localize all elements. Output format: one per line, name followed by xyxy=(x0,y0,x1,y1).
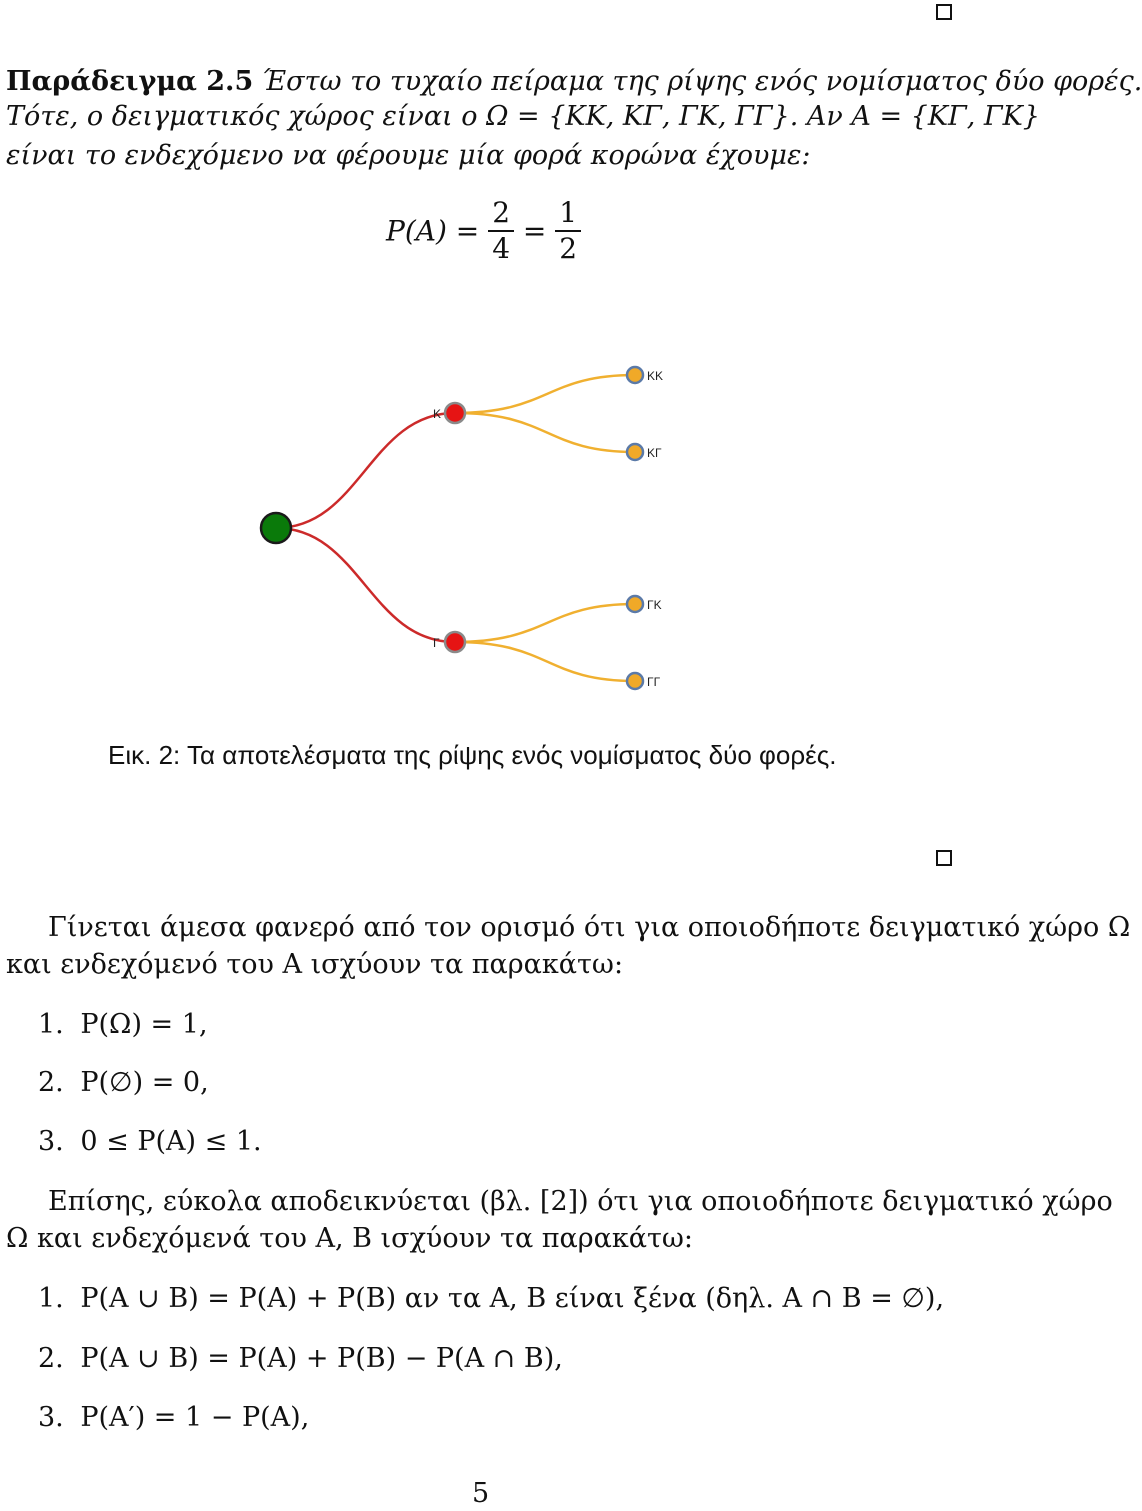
example-line-1-text: Έστω το τυχαίο πείραμα της ρίψης ενός νομίσματος δύο φορές. xyxy=(253,66,1142,97)
fraction-1-2 xyxy=(555,196,581,266)
list-2-item-3 xyxy=(38,1398,309,1438)
figure-caption: Εικ. 2: Τα αποτελέσματα της ρίψης ενός νομίσματος δύο φορές. xyxy=(108,740,837,770)
label-g: Γ xyxy=(433,636,440,650)
probability-formula xyxy=(386,196,581,266)
label-k: Κ xyxy=(433,407,442,421)
list-2-item-1 xyxy=(38,1279,944,1319)
fraction-2-4 xyxy=(488,196,514,266)
root-node xyxy=(261,513,291,543)
leaf-gg xyxy=(627,673,643,689)
fraction-numerator: 2 xyxy=(492,196,511,229)
label-gg: ΓΓ xyxy=(647,675,661,689)
qed-box-top xyxy=(936,4,952,20)
paragraph-1-line-2: και ενδεχόμενό του A ισχύουν τα παρακάτω: xyxy=(6,949,624,980)
list-item-formula: P(A ∪ B) = P(A) + P(B) − P(A ∩ B), xyxy=(80,1343,563,1374)
qed-box-middle xyxy=(936,850,952,866)
branch-k-kk xyxy=(455,375,635,413)
paragraph-1-line-1: Γίνεται άμεσα φανερό από τον ορισμό ότι για οποιοδήποτε δειγματικό χώρο Ω xyxy=(48,912,1131,943)
fraction-denominator: 4 xyxy=(492,232,511,265)
label-kg: ΚΓ xyxy=(647,446,662,460)
list-item-number: 2. xyxy=(38,1067,64,1098)
list-1-item-1 xyxy=(38,1005,208,1045)
list-item-number: 1. xyxy=(38,1283,64,1314)
formula-lhs: P(A) = xyxy=(386,214,480,248)
leaf-kg xyxy=(627,444,643,460)
example-heading: Παράδειγμα 2.5 xyxy=(6,66,254,97)
branch-root-k xyxy=(276,413,455,528)
list-item-formula: P(∅) = 0, xyxy=(80,1067,209,1098)
branch-root-g xyxy=(276,528,455,642)
branch-g-gk xyxy=(455,604,635,642)
list-item-formula: P(A′) = 1 − P(A), xyxy=(80,1402,310,1433)
example-line-2: Τότε, ο δειγματικός χώρος είναι ο Ω = {ΚΚ, ΚΓ, ΓΚ, ΓΓ}. Αν A = {ΚΓ, ΓΚ} xyxy=(6,101,1040,132)
node-g xyxy=(445,632,465,652)
branch-g-gg xyxy=(455,642,635,681)
paragraph-2-line-1: Επίσης, εύκολα αποδεικνύεται (βλ. [2]) ότι για οποιοδήποτε δειγματικό χώρο xyxy=(48,1186,1113,1217)
list-item-number: 2. xyxy=(38,1343,64,1374)
list-1-item-2 xyxy=(38,1063,209,1103)
label-kk: ΚΚ xyxy=(647,369,664,383)
list-item-formula: P(Ω) = 1, xyxy=(80,1009,208,1040)
example-line-1 xyxy=(6,62,1142,102)
label-gk: ΓΚ xyxy=(647,598,662,612)
list-1-item-3 xyxy=(38,1122,262,1162)
list-item-number: 1. xyxy=(38,1009,64,1040)
formula-equals: = xyxy=(522,214,547,248)
list-item-formula: 0 ≤ P(A) ≤ 1. xyxy=(80,1126,262,1157)
fraction-numerator: 1 xyxy=(559,196,578,229)
paragraph-2-line-2: Ω και ενδεχόμενά του A, B ισχύουν τα παρακάτω: xyxy=(6,1223,693,1254)
example-line-3: είναι το ενδεχόμενο να φέρουμε μία φορά κορώνα έχουμε: xyxy=(6,140,811,171)
fraction-denominator: 2 xyxy=(559,232,578,265)
leaf-kk xyxy=(627,367,643,383)
leaf-gk xyxy=(627,596,643,612)
branch-k-kg xyxy=(455,413,635,452)
list-item-formula: P(A ∪ B) = P(A) + P(B) αν τα A, B είναι ξένα (δηλ. A ∩ B = ∅), xyxy=(80,1283,945,1314)
list-item-number: 3. xyxy=(38,1126,64,1157)
node-k xyxy=(445,403,465,423)
list-2-item-2 xyxy=(38,1339,563,1379)
list-item-number: 3. xyxy=(38,1402,64,1433)
probability-tree xyxy=(0,340,960,710)
page-number: 5 xyxy=(472,1478,490,1509)
